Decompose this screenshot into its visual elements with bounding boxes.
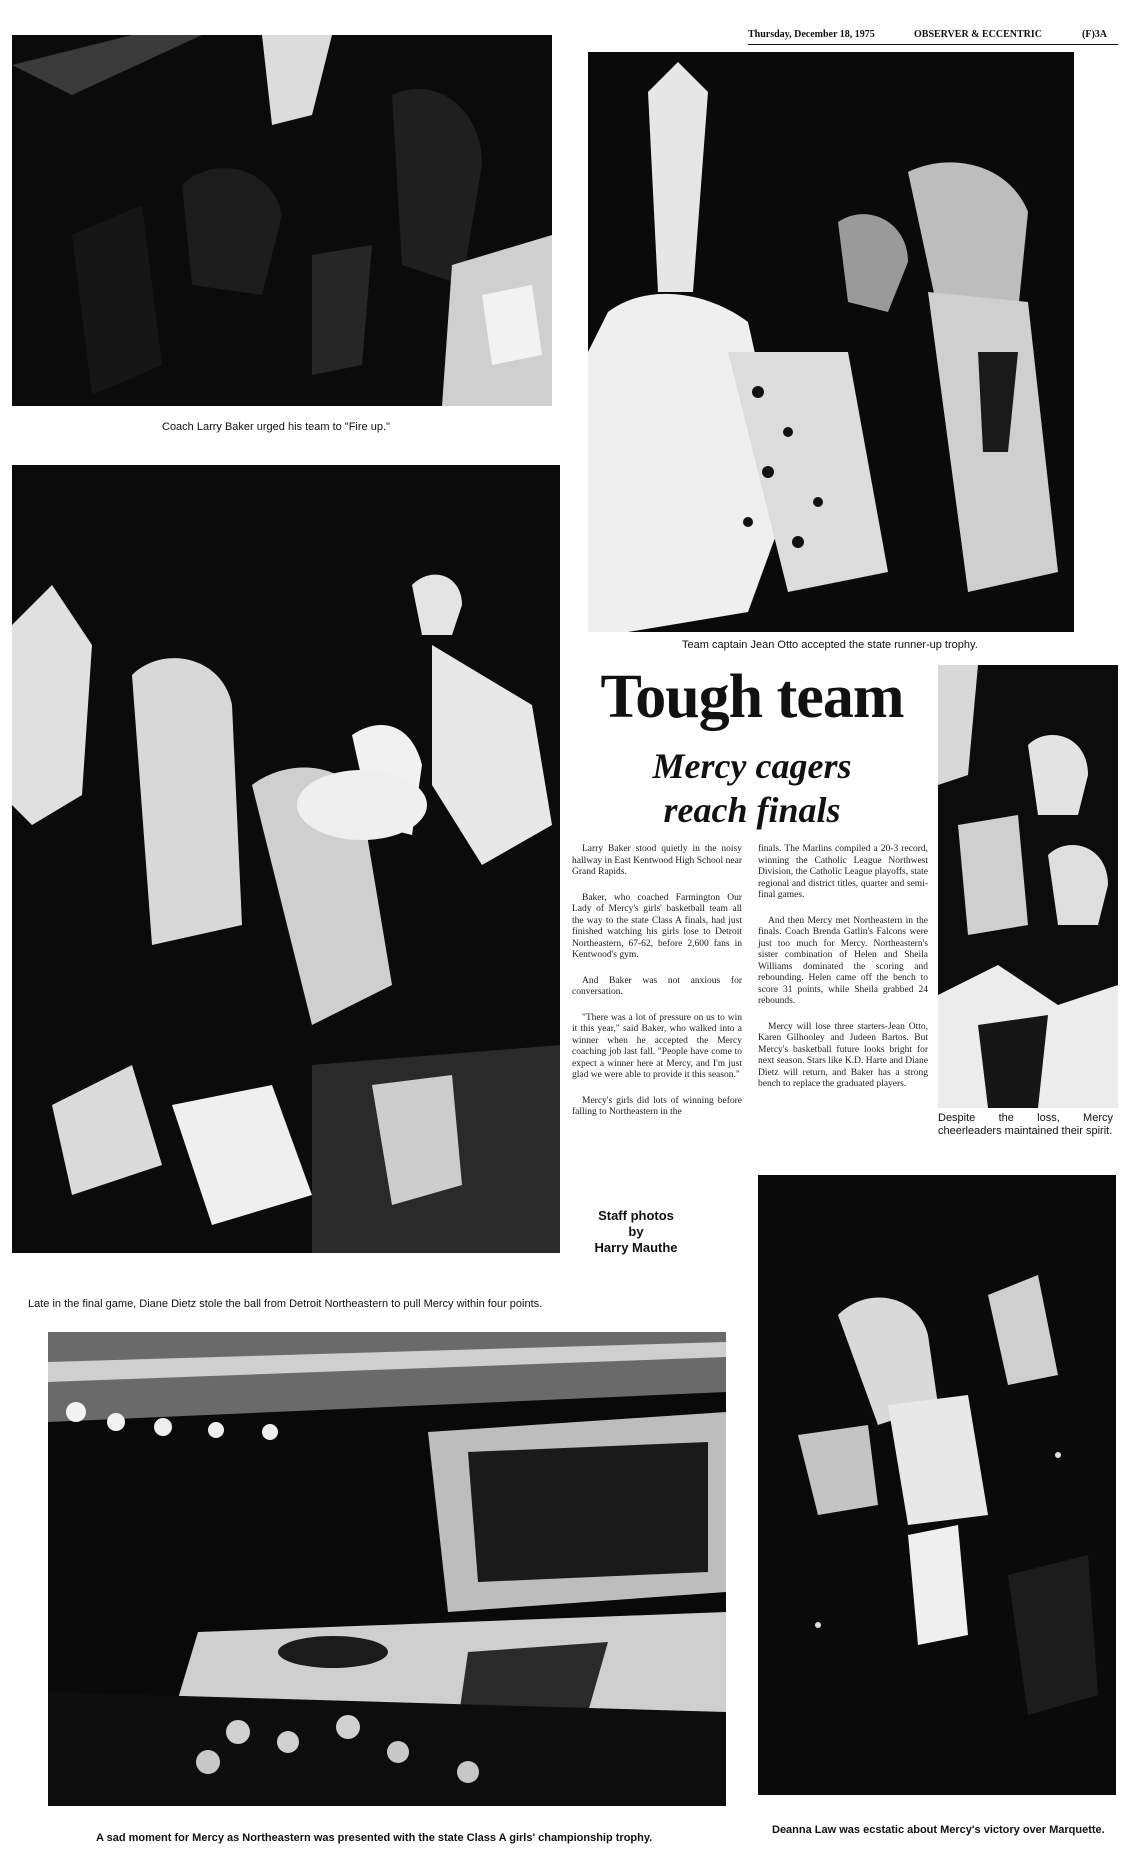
deanna-photo (758, 1175, 1116, 1795)
article-paragraph: Larry Baker stood quietly in the noisy hallway in East Kentwood High School near Grand Rapids. (572, 844, 742, 877)
cheerleaders-caption: Despite the loss, Mercy cheerleaders maintained their spirit. (938, 1112, 1113, 1137)
credit-line-3: Harry Mauthe (594, 1240, 678, 1255)
article-paragraph: And then Mercy met Northeastern in the finals. Coach Brenda Gatlin's Falcons were just too much for Mercy. Northeastern's sister combination of Helen and Sheila Williams dominated the scoring and rebounding. Helen came off the bench to score 31 points, while Sheila grabbed 24 rebounds. (758, 915, 928, 1006)
masthead-paper: OBSERVER & ECCENTRIC (914, 29, 1043, 40)
article-paragraph: "There was a lot of pressure on us to win it this year," said Baker, who walked into a winner when he accepted the Mercy coaching job last fall. "People have come to expect a winner here at Mercy, and I'm just glad we were able to provide it this season." (572, 1012, 742, 1080)
masthead (748, 28, 1118, 45)
masthead-page: (F)3A (1082, 29, 1107, 40)
subhead (574, 744, 930, 832)
deanna-caption: Deanna Law was ecstatic about Mercy's victory over Marquette. (772, 1824, 1105, 1836)
subhead-line-2: reach finals (663, 790, 841, 830)
article-column-1 (572, 844, 742, 1133)
article-paragraph: Mercy's girls did lots of winning before falling to Northeastern in the (572, 1095, 742, 1117)
article-paragraph: Mercy will lose three starters-Jean Otto, Karen Gilhooley and Judeen Bartos. But Mercy's basketball future looks bright for next season. Stars like K.D. Harte and Diane Dietz will return, and Baker has a strong bench to replace the graduated players. (758, 1021, 928, 1089)
trophy-caption: Team captain Jean Otto accepted the state runner-up trophy. (682, 639, 978, 651)
article-column-2 (758, 844, 928, 1105)
credit-line-1: Staff photos (598, 1208, 674, 1223)
gym-photo (48, 1332, 726, 1806)
gym-caption: A sad moment for Mercy as Northeastern was presented with the state Class A girls' championship trophy. (96, 1832, 653, 1844)
steal-photo (12, 465, 560, 1253)
coach-caption: Coach Larry Baker urged his team to "Fire up." (162, 421, 390, 433)
subhead-line-1: Mercy cagers (652, 746, 852, 786)
trophy-photo (588, 52, 1074, 632)
headline: Tough team (600, 663, 904, 731)
credit-line-2: by (628, 1224, 644, 1239)
coach-photo (12, 35, 552, 406)
article-paragraph: Baker, who coached Farmington Our Lady of Mercy's girls' basketball team all the way to the state Class A finals, had just finished watching his girls lose to Detroit Northeastern, 67-62, before 2,600 fans in Kentwood's gym. (572, 892, 742, 960)
article-paragraph: And Baker was not anxious for conversation. (572, 975, 742, 997)
steal-caption: Late in the final game, Diane Dietz stole the ball from Detroit Northeastern to pull Mercy within four points. (28, 1298, 543, 1310)
masthead-date: Thursday, December 18, 1975 (748, 29, 875, 40)
cheerleaders-photo (938, 665, 1118, 1108)
article-paragraph: finals. The Marlins compiled a 20-3 record, winning the Catholic League Northwest Division, the Catholic League playoffs, state regional and district titles, quarter and semi-final games. (758, 844, 928, 900)
photo-credit (566, 1208, 706, 1256)
